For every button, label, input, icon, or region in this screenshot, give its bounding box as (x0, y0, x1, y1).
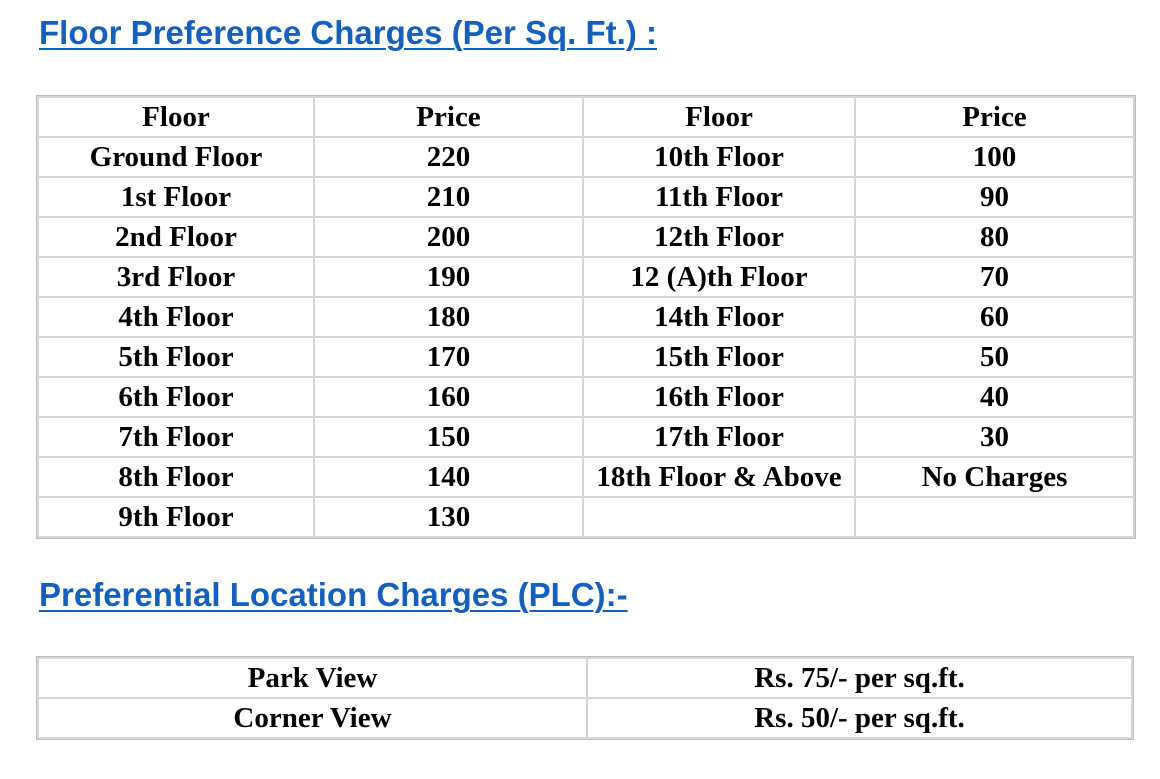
floor-cell: 5th Floor (39, 338, 313, 376)
floor-cell: 2nd Floor (39, 218, 313, 256)
floor-cell: 4th Floor (39, 298, 313, 336)
charge-cell: Rs. 50/- per sq.ft. (588, 699, 1131, 737)
table-row (39, 699, 1131, 737)
price-cell: 130 (315, 498, 582, 536)
price-cell: 160 (315, 378, 582, 416)
location-cell: Corner View (39, 699, 586, 737)
table-row (39, 498, 1133, 536)
price-cell: 150 (315, 418, 582, 456)
table-row (39, 218, 1133, 256)
price-cell: 170 (315, 338, 582, 376)
floor-cell: 7th Floor (39, 418, 313, 456)
table-row (39, 178, 1133, 216)
floor-charges-heading: Floor Preference Charges (Per Sq. Ft.) : (39, 14, 657, 51)
header-cell: Floor (584, 98, 854, 136)
price-cell: 80 (856, 218, 1133, 256)
price-cell: 50 (856, 338, 1133, 376)
table-row (39, 258, 1133, 296)
floor-cell: 15th Floor (584, 338, 854, 376)
floor-cell: 3rd Floor (39, 258, 313, 296)
floor-cell: 18th Floor & Above (584, 458, 854, 496)
header-cell: Price (856, 98, 1133, 136)
table-row (39, 138, 1133, 176)
floor-cell: 9th Floor (39, 498, 313, 536)
floor-cell: 17th Floor (584, 418, 854, 456)
table-row (39, 378, 1133, 416)
table-row (39, 458, 1133, 496)
floor-cell: 12 (A)th Floor (584, 258, 854, 296)
price-cell: 200 (315, 218, 582, 256)
price-cell: 220 (315, 138, 582, 176)
price-cell: 90 (856, 178, 1133, 216)
price-cell: 70 (856, 258, 1133, 296)
header-cell: Floor (39, 98, 313, 136)
table-row (39, 298, 1133, 336)
floor-cell: 16th Floor (584, 378, 854, 416)
price-cell: 140 (315, 458, 582, 496)
price-cell: 40 (856, 378, 1133, 416)
floor-cell: 1st Floor (39, 178, 313, 216)
plc-table (36, 656, 1134, 740)
price-cell: 60 (856, 298, 1133, 336)
price-cell: 180 (315, 298, 582, 336)
floor-cell: 12th Floor (584, 218, 854, 256)
price-cell: 210 (315, 178, 582, 216)
floor-charges-table (36, 95, 1136, 539)
floor-cell: 10th Floor (584, 138, 854, 176)
floor-cell: 6th Floor (39, 378, 313, 416)
location-cell: Park View (39, 659, 586, 697)
header-cell: Price (315, 98, 582, 136)
floor-cell: 14th Floor (584, 298, 854, 336)
table-row (39, 338, 1133, 376)
empty-cell (856, 498, 1133, 536)
table-row (39, 418, 1133, 456)
price-cell: No Charges (856, 458, 1133, 496)
table-header-row (39, 98, 1133, 136)
empty-cell (584, 498, 854, 536)
price-cell: 190 (315, 258, 582, 296)
floor-cell: 11th Floor (584, 178, 854, 216)
floor-cell: Ground Floor (39, 138, 313, 176)
price-cell: 30 (856, 418, 1133, 456)
floor-cell: 8th Floor (39, 458, 313, 496)
plc-heading: Preferential Location Charges (PLC):- (39, 576, 628, 613)
charge-cell: Rs. 75/- per sq.ft. (588, 659, 1131, 697)
price-cell: 100 (856, 138, 1133, 176)
table-row (39, 659, 1131, 697)
